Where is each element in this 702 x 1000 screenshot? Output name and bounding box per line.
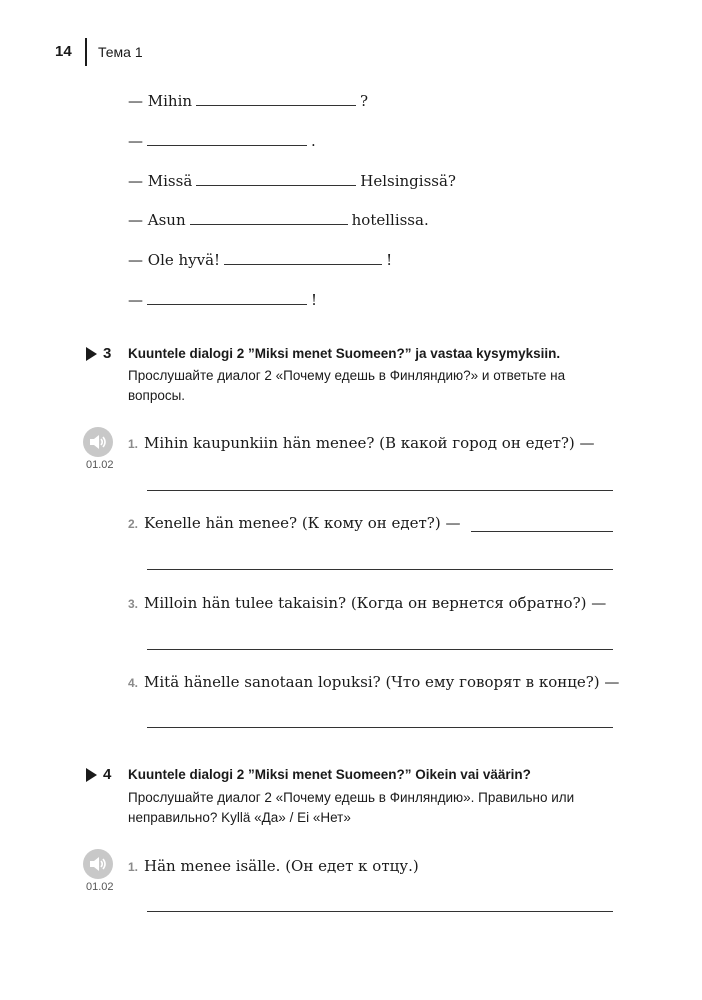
question-text: Kenelle hän menee? (К кому он едет?) — xyxy=(144,514,461,532)
blank-field[interactable] xyxy=(196,171,356,186)
dialogue-text: . xyxy=(311,132,316,150)
question-text: Hän menee isälle. (Он едет к отцу.) xyxy=(144,857,419,875)
exercise-title: Kuuntele dialogi 2 ”Miksi menet Suomeen?” Oikein vai väärin? xyxy=(128,767,531,782)
blank-field[interactable] xyxy=(147,290,307,305)
blank-field[interactable] xyxy=(196,91,356,106)
exercise-number: 3 xyxy=(103,345,112,362)
answer-line[interactable] xyxy=(147,649,613,650)
dialogue-text: — Mihin xyxy=(128,92,193,110)
answer-line[interactable] xyxy=(147,911,613,912)
dialogue-line-5 xyxy=(128,250,392,270)
audio-track-label: 01.02 xyxy=(86,459,114,471)
dialogue-text: — Asun xyxy=(128,211,186,229)
answer-line[interactable] xyxy=(147,490,613,491)
dialogue-line-4 xyxy=(128,210,429,230)
speaker-icon xyxy=(89,856,107,872)
dialogue-text: — Ole hyvä! xyxy=(128,251,221,269)
audio-track-label: 01.02 xyxy=(86,881,114,893)
topic-title: Тема 1 xyxy=(98,44,143,60)
question-text: Milloin hän tulee takaisin? (Когда он вернется обратно?) — xyxy=(144,594,607,612)
audio-button[interactable] xyxy=(83,849,113,879)
question-3 xyxy=(128,594,606,612)
dialogue-text: — xyxy=(128,291,143,309)
blank-field[interactable] xyxy=(224,250,382,265)
dialogue-text: ? xyxy=(360,92,369,110)
blank-field[interactable] xyxy=(147,131,307,146)
exercise-instruction: Прослушайте диалог 2 «Почему едешь в Финляндию». Правильно или неправильно? Kyllä «Да» / Ei «Нет» xyxy=(128,790,575,825)
header-divider xyxy=(85,38,87,66)
question-number: 3. xyxy=(128,597,139,611)
dialogue-text: hotellissa. xyxy=(351,211,429,229)
inline-answer-line[interactable] xyxy=(471,531,613,532)
audio-button[interactable] xyxy=(83,427,113,457)
answer-line[interactable] xyxy=(147,569,613,570)
dialogue-text: ! xyxy=(386,251,393,269)
play-arrow-icon xyxy=(86,347,97,361)
blank-field[interactable] xyxy=(190,210,348,225)
exercise-instruction: Прослушайте диалог 2 «Почему едешь в Финляндию?» и ответьте на вопросы. xyxy=(128,368,566,403)
dialogue-text: ! xyxy=(311,291,318,309)
question-number: 4. xyxy=(128,676,139,690)
question-1 xyxy=(128,857,419,875)
question-number: 2. xyxy=(128,517,139,531)
question-4 xyxy=(128,673,619,691)
dialogue-line-6 xyxy=(128,290,317,310)
question-1 xyxy=(128,434,595,452)
question-2 xyxy=(128,514,460,532)
dialogue-line-3 xyxy=(128,171,456,191)
dialogue-text: — Missä xyxy=(128,172,193,190)
exercise-title: Kuuntele dialogi 2 ”Miksi menet Suomeen?” ja vastaa kysymyksiin. xyxy=(128,346,561,361)
speaker-icon xyxy=(89,434,107,450)
question-text: Mihin kaupunkiin hän menee? (В какой город он едет?) — xyxy=(144,434,595,452)
question-number: 1. xyxy=(128,860,139,874)
answer-line[interactable] xyxy=(147,727,613,728)
dialogue-text: — xyxy=(128,132,143,150)
question-number: 1. xyxy=(128,437,139,451)
exercise-number: 4 xyxy=(103,766,112,783)
dialogue-text: Helsingissä? xyxy=(360,172,456,190)
play-arrow-icon xyxy=(86,768,97,782)
dialogue-line-1 xyxy=(128,91,368,111)
dialogue-line-2 xyxy=(128,131,316,151)
page-number: 14 xyxy=(55,43,72,60)
question-text: Mitä hänelle sanotaan lopuksi? (Что ему говорят в конце?) — xyxy=(144,673,620,691)
